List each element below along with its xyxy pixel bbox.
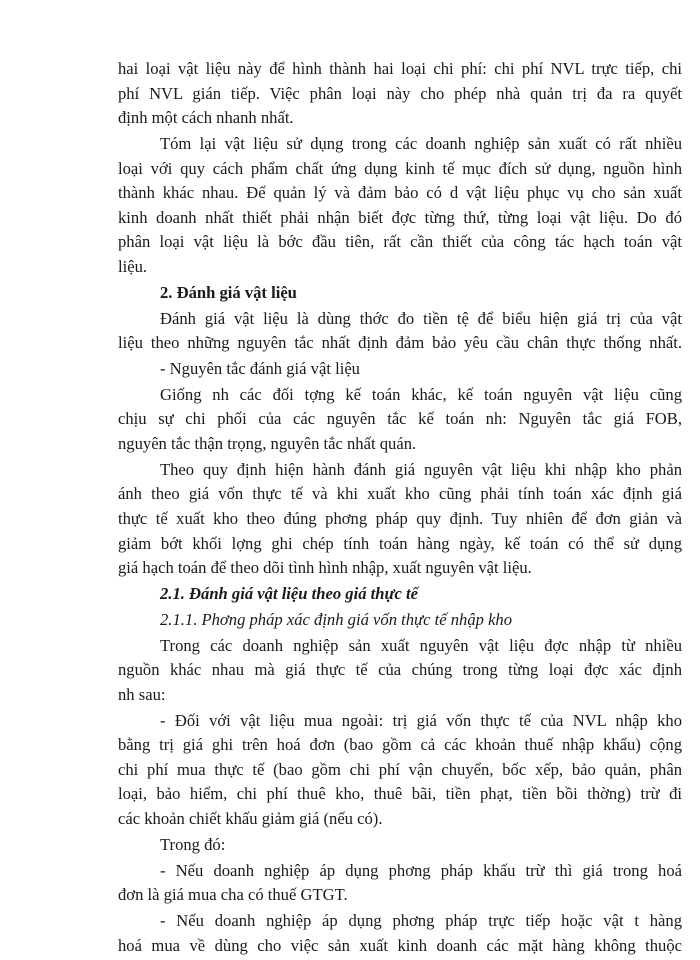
section-heading: 2. Đánh giá vật liệu: [160, 283, 297, 302]
text-line: hai loại vật liệu này để hình thành hai loại chi phí: chi phí NVL trực tiếp, chi: [118, 59, 682, 78]
text-line: Tóm lại vật liệu sử dụng trong các doanh nghiệp sản xuất có rất nhiều: [160, 134, 682, 153]
text-line: - Nếu doanh nghiệp áp dụng phơng pháp khấu trừ thì giá trong hoá: [160, 861, 682, 880]
text-line: liệu theo những nguyên tắc nhất định đảm bảo yêu cầu chân thực thống nhất.: [118, 333, 682, 352]
text-line: phí NVL gián tiếp. Việc phân loại này cho phép nhà quản trị đa ra quyết: [118, 84, 682, 103]
text-line: hoá mua về dùng cho việc sản xuất kinh doanh các mặt hàng không thuộc: [118, 936, 682, 955]
text-line: phân loại vật liệu là bớc đầu tiên, rất cần thiết của công tác hạch toán vật: [118, 232, 682, 251]
text-line: giá hạch toán để theo dõi tình hình nhập, xuất nguyên vật liệu.: [118, 558, 532, 577]
text-line: giảm bớt khối lợng ghi chép tính toán hàng ngày, kế toán có thể sử dụng: [118, 534, 682, 553]
text-line: chi phí mua thực tế (bao gồm chi phí vận chuyển, bốc xếp, bảo quản, phân: [118, 760, 682, 779]
text-line: các khoản chiết khấu giảm giá (nếu có).: [118, 809, 383, 828]
text-line: - Nếu doanh nghiệp áp dụng phơng pháp trực tiếp hoặc vật t hàng: [160, 911, 682, 930]
text-line: nguồn khác nhau mà giá thực tế của chúng trong từng loại đợc xác định: [118, 660, 682, 679]
text-line: - Nguyên tắc đánh giá vật liệu: [160, 359, 360, 378]
text-line: thực tế xuất kho theo đúng phơng pháp quy định. Tuy nhiên để đơn giản và: [118, 509, 682, 528]
text-line: nguyên tắc thận trọng, nguyên tắc nhất quán.: [118, 434, 417, 453]
text-line: định một cách nhanh nhất.: [118, 108, 294, 127]
text-line: loại, bảo hiểm, chi phí thuê kho, thuê bãi, tiền phạt, tiền bồi thờng) trừ đi: [118, 784, 682, 803]
text-line: kinh doanh nhất thiết phải nhận biết đợc từng thứ, từng loại vật liệu. Do đó: [118, 208, 682, 227]
text-line: Giống nh các đối tợng kế toán khác, kế toán nguyên vật liệu cũng: [160, 385, 682, 404]
text-line: loại với quy cách phẩm chất ứng dụng kinh tế mục đích sử dụng, nguồn hình: [118, 159, 682, 178]
text-line: nh sau:: [118, 685, 166, 704]
text-line: liệu.: [118, 257, 148, 276]
text-line: Theo quy định hiện hành đánh giá nguyên vật liệu khi nhập kho phản: [160, 460, 682, 479]
text-line: Trong các doanh nghiệp sản xuất nguyên vật liệu đợc nhập từ nhiều: [160, 636, 682, 655]
text-line: thành khác nhau. Để quản lý và đảm bảo có d vật liệu phục vụ cho sản xuất: [118, 183, 682, 202]
text-line: - Đối với vật liệu mua ngoài: trị giá vốn thực tế của NVL nhập kho: [160, 711, 682, 730]
text-line: đơn là giá mua cha có thuế GTGT.: [118, 885, 348, 904]
subsection-heading: 2.1. Đánh giá vật liệu theo giá thực tế: [160, 584, 418, 603]
text-line: ánh theo giá vốn thực tế và khi xuất kho cũng phải tính toán xác định giá: [118, 484, 682, 503]
text-line: Trong đó:: [160, 835, 226, 854]
subsubsection-heading: 2.1.1. Phơng pháp xác định giá vốn thực tế nhập kho: [160, 610, 513, 629]
text-line: Đánh giá vật liệu là dùng thớc đo tiền tệ để biểu hiện giá trị của vật: [160, 309, 682, 328]
text-line: bằng trị giá ghi trên hoá đơn (bao gồm cả các khoản thuế nhập khẩu) cộng: [118, 735, 682, 754]
text-line: chịu sự chi phối của các nguyên tắc kế toán nh: Nguyên tắc giá FOB,: [118, 409, 682, 428]
